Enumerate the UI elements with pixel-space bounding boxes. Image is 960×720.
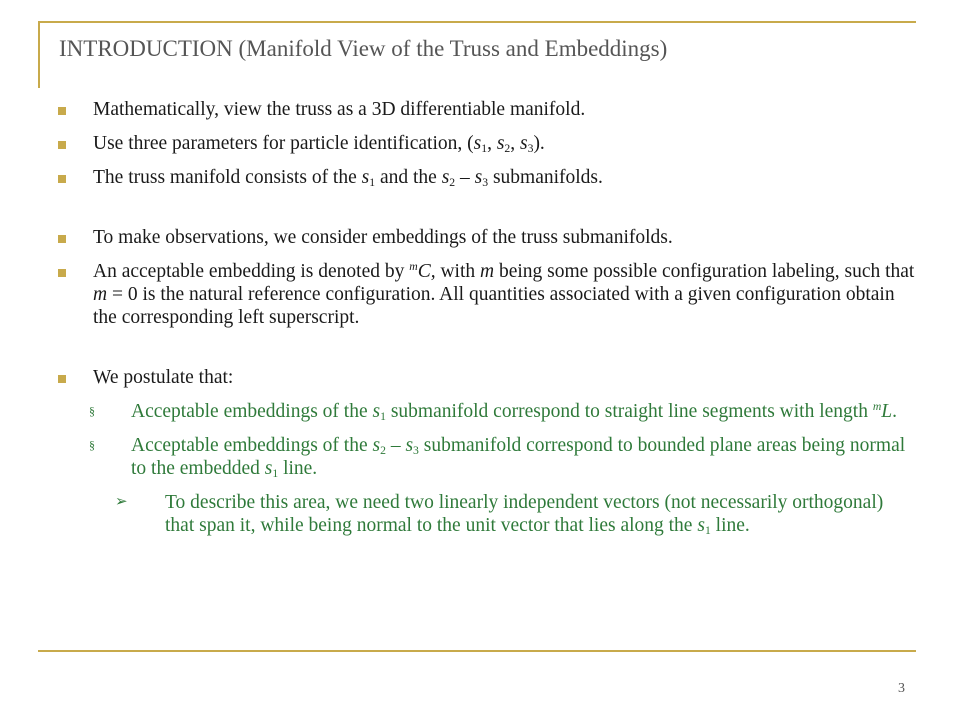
bullet-postulate: We postulate that: xyxy=(57,366,917,389)
section-sign-bullet-icon: § xyxy=(89,438,95,452)
bullet-observations: To make observations, we consider embeddings of the truss submanifolds. xyxy=(57,226,917,249)
title-frame-left-line xyxy=(38,21,40,88)
slide-title: INTRODUCTION (Manifold View of the Truss and Embeddings) xyxy=(59,36,668,61)
bullet-manifold: Mathematically, view the truss as a 3D differentiable manifold. xyxy=(57,98,917,121)
bullet-embedding: An acceptable embedding is denoted by $^m$C, with m being some possible configuration labeling, such that m = 0 is the natural reference configuration. All quantities associated with a given configuration obtain the corresponding left superscript. xyxy=(57,260,917,329)
sub-sub-bullet-vectors: ➢ To describe this area, we need two linearly independent vectors (not necessarily orthogonal) that span it, while being normal to the unit vector that lies along the $s_1$ line. xyxy=(115,492,884,537)
square-bullet-icon xyxy=(58,107,66,115)
sub-bullet-line-segments: § Acceptable embeddings of the $s_1$ submanifold correspond to straight line segments with length $^m$L. xyxy=(89,400,898,423)
arrow-bullet-icon: ➢ xyxy=(115,494,128,510)
square-bullet-icon xyxy=(58,141,66,149)
square-bullet-icon xyxy=(58,235,66,243)
square-bullet-icon xyxy=(58,269,66,277)
page-number: 3 xyxy=(898,681,905,696)
square-bullet-icon xyxy=(58,375,66,383)
square-bullet-icon xyxy=(58,175,66,183)
footer-line xyxy=(38,650,916,652)
sub-bullet-plane-areas: § Acceptable embeddings of the $s_2 - s_3$ submanifold correspond to bounded plane areas being normal to the embedded $s_1$ line. xyxy=(89,435,906,480)
section-sign-bullet-icon: § xyxy=(89,404,95,418)
bullet-parameters: Use three parameters for particle identification, ($s_1$, $s_2$, $s_3$). xyxy=(57,132,917,155)
slide-body xyxy=(57,98,917,548)
title-frame-top-line xyxy=(38,21,916,23)
bullet-submanifolds: The truss manifold consists of the $s_1$ and the $s_2 - s_3$ submanifolds. xyxy=(57,166,917,189)
